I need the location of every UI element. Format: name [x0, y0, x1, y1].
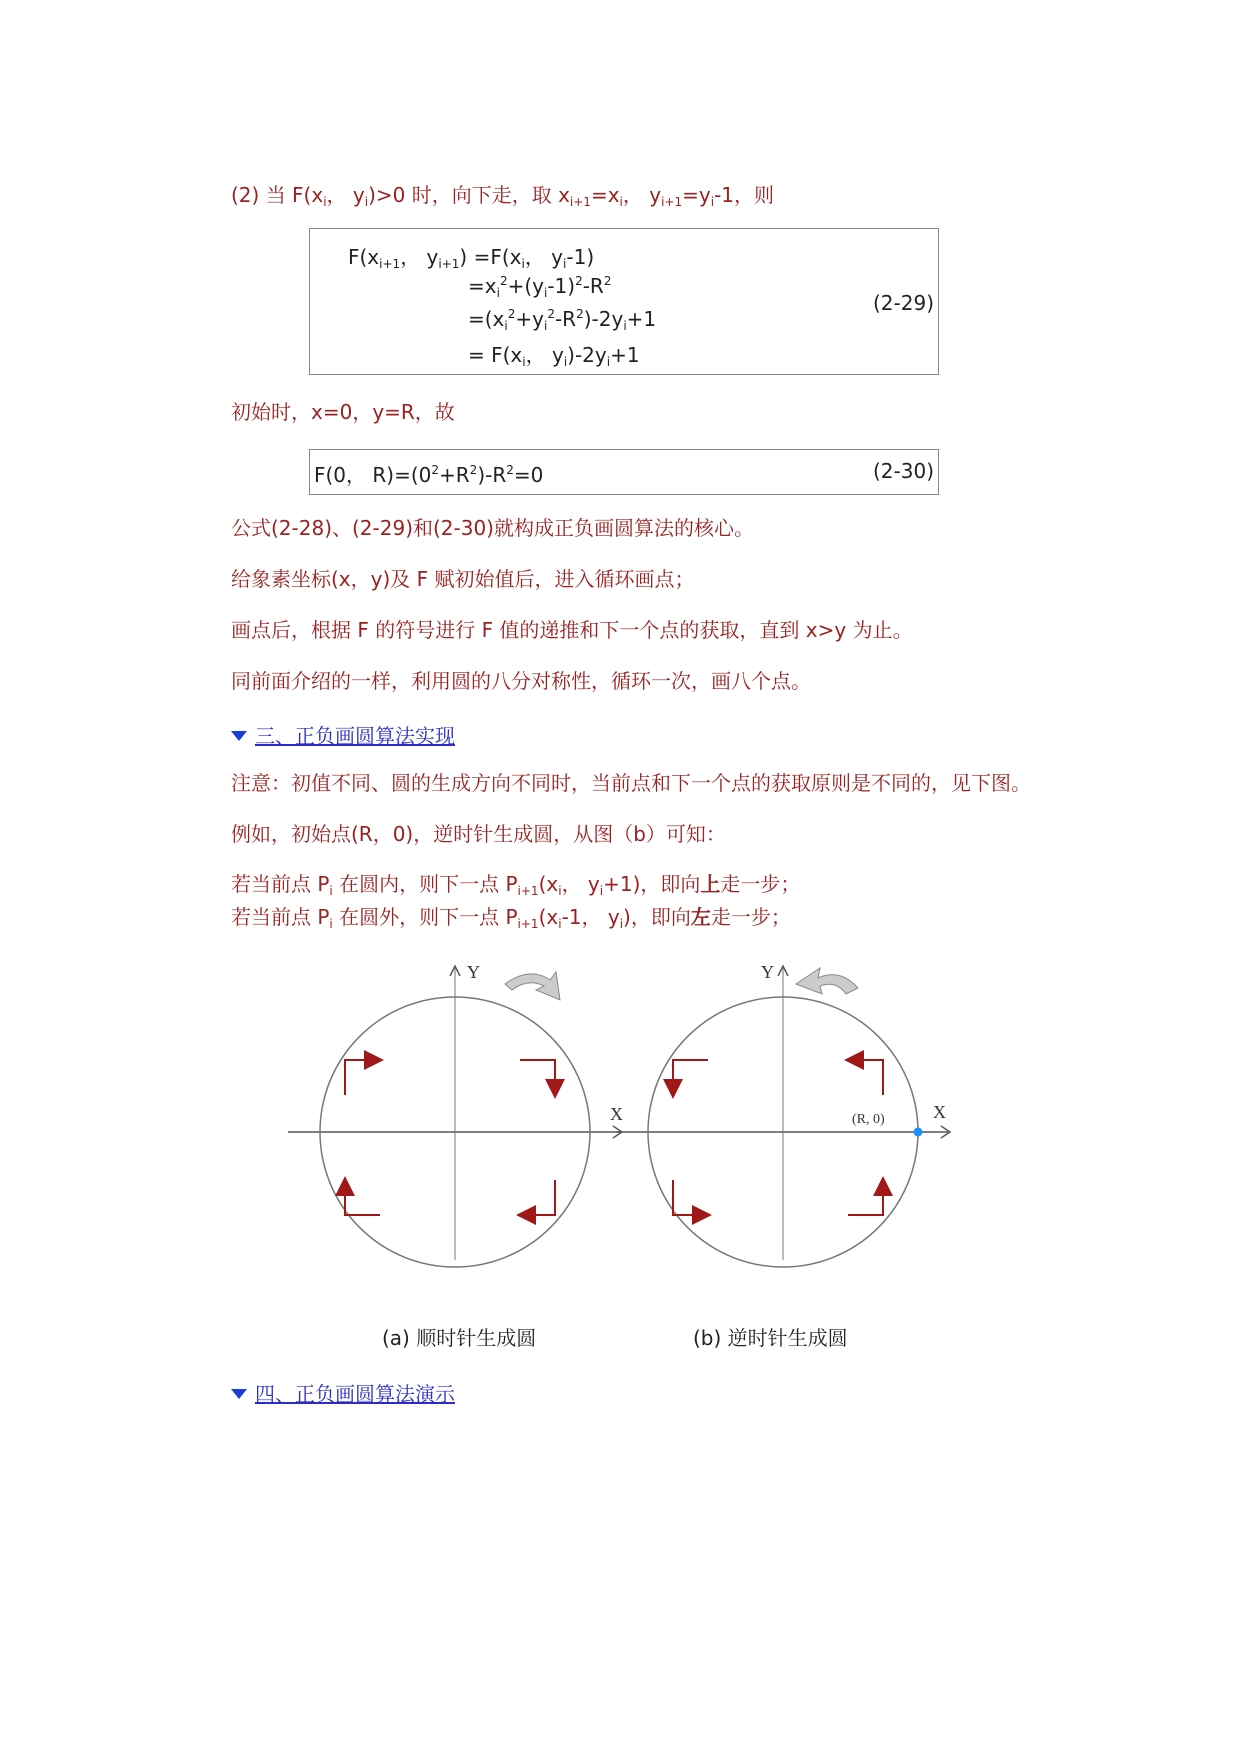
step-arrow [345, 1180, 380, 1215]
equation-line-2: $=x_i^2+(y_i-1)^2-R^2$ [468, 274, 612, 300]
start-point-label: (R, 0) [852, 1112, 885, 1127]
paragraph-initial: 初始时，x=0，y=R，故 [231, 400, 455, 424]
x-axis-label: X [933, 1102, 946, 1122]
equation-initial: F(0， $R)=(0^2+R^2)-R^2=0$ [314, 463, 544, 487]
step-arrow [848, 1180, 883, 1215]
equation-line-4: = $F(x_i$， $y_i)-2y_i+1$ [468, 343, 640, 369]
step-arrow [673, 1060, 708, 1095]
equation-box-2-30 [309, 449, 939, 495]
step-arrow [520, 1180, 555, 1215]
paragraph-symmetry: 同前面介绍的一样，利用圆的八分对称性，循环一次，画八个点。 [231, 669, 811, 693]
section-heading-4[interactable]: 四、正负画圆算法演示 [231, 1378, 455, 1407]
equation-line-3: $=(x_i^2+y_i^2-R^2)-2y_i+1$ [468, 307, 657, 333]
diagram-counterclockwise [616, 962, 950, 1267]
equation-number: (2-30) [873, 459, 934, 483]
paragraph-note: 注意：初值不同、圆的生成方向不同时，当前点和下一个点的获取原则是不同的，见下图。 [231, 771, 1031, 795]
caption-b: (b) 逆时针生成圆 [693, 1326, 848, 1350]
paragraph-inside-rule: 若当前点 $P_i$ 在圆内，则下一点 $P_{i+1}(x_i$， $y_i+1$)，即向上走一步； [231, 872, 801, 898]
step-arrow [520, 1060, 555, 1095]
paragraph-init-loop: 给象素坐标(x，y)及 F 赋初始值后，进入循环画点； [231, 567, 695, 591]
paragraph-example: 例如，初始点(R，0)，逆时针生成圆，从图（b）可知： [231, 822, 726, 846]
diagram-clockwise [288, 962, 623, 1267]
step-arrow [848, 1060, 883, 1095]
expand-triangle-icon [231, 731, 247, 741]
caption-a: (a) 顺时针生成圆 [382, 1326, 537, 1350]
y-axis-label: Y [761, 962, 774, 982]
equation-line-1: $F(x_{i+1}$， $y_{i+1}) =F(x_i$， $y_i-1$) [348, 245, 595, 271]
start-point [914, 1128, 923, 1137]
counterclockwise-rotation-icon [796, 968, 858, 994]
clockwise-rotation-icon [505, 972, 560, 1000]
y-axis-label: Y [467, 962, 480, 982]
paragraph-core: 公式(2-28)、(2-29)和(2-30)就构成正负画圆算法的核心。 [231, 516, 754, 540]
equation-number: (2-29) [873, 291, 934, 315]
step-arrow [673, 1180, 708, 1215]
circle-generation-figure [280, 960, 980, 1300]
expand-triangle-icon [231, 1389, 247, 1399]
x-axis-label: X [610, 1104, 623, 1124]
step-arrow [345, 1060, 380, 1095]
paragraph-condition: (2) 当 $F(x_i$， $y_i)>0$ 时，向下走，取 $x_{i+1}=x_i$， $y_{i+1}=y_i-1$，则 [231, 183, 775, 209]
paragraph-outside-rule: 若当前点 $P_i$ 在圆外，则下一点 $P_{i+1}(x_i-1$， $y_i$)，即向左走一步； [231, 905, 791, 931]
section-heading-3[interactable]: 三、正负画圆算法实现 [231, 720, 455, 749]
equation-box-2-29 [309, 228, 939, 375]
paragraph-recurrence: 画点后，根据 F 的符号进行 F 值的递推和下一个点的获取，直到 x>y 为止。 [231, 618, 913, 642]
